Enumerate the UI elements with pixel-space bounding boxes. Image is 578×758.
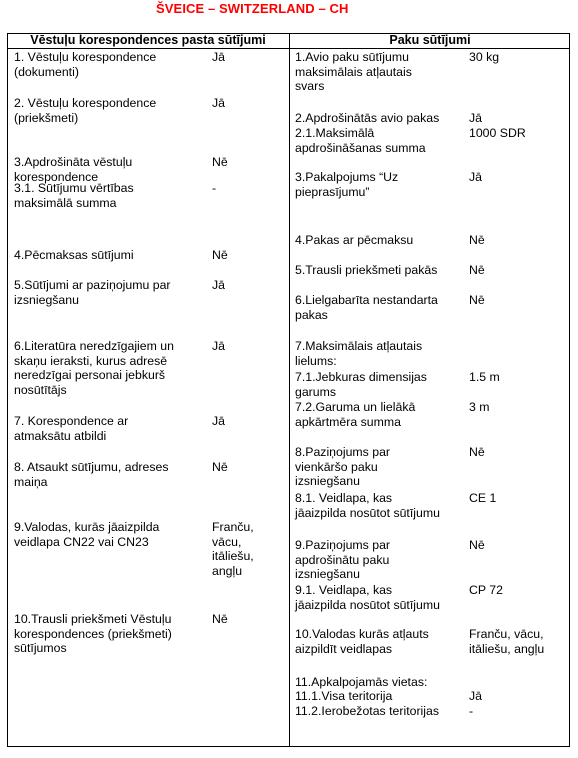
left-row-value: Franču, vācu, itāliešu, angļu [212, 520, 254, 578]
left-row-label: 9.Valodas, kurās jāaizpilda veidlapa CN22 vai CN23 [14, 520, 160, 549]
left-row-label: 2. Vēstuļu korespondence (priekšmeti) [14, 96, 157, 125]
left-row-value: Jā [212, 414, 225, 428]
right-row-value: Nē [469, 233, 485, 247]
right-row-label: 7.Maksimālais atļautais lielums: [295, 339, 423, 368]
left-row-label: 3.Apdrošināta vēstuļu korespondence [14, 155, 133, 184]
right-row-value: Nē [469, 538, 485, 552]
right-row-label: 11.1.Visa teritorija [295, 689, 393, 703]
right-row-label: 8.1. Veidlapa, kas jāaizpilda nosūtot sūtījumu [295, 491, 440, 520]
left-row-label: 3.1. Sūtījumu vērtības maksimālā summa [14, 181, 134, 210]
right-row-label: 1.Avio paku sūtījumu maksimālais atļautais svars [295, 50, 412, 94]
right-row-label: 2.Apdrošinātās avio pakas [295, 111, 440, 125]
right-row-value: Jā [469, 111, 482, 125]
right-row-value: 1000 SDR [469, 126, 526, 140]
left-row-value: Nē [212, 248, 228, 262]
right-row-value: 30 kg [469, 50, 500, 64]
right-row-label: 9.Paziņojums par apdrošinātu paku izsniegšanu [295, 538, 391, 582]
left-row-label: 8. Atsaukt sūtījumu, adreses maiņa [14, 460, 169, 489]
left-row-value: Nē [212, 460, 228, 474]
header-parcels: Paku sūtījumi [389, 33, 471, 47]
right-row-value: Franču, vācu, itāliešu, angļu [469, 627, 545, 656]
right-row-value: CP 72 [469, 583, 503, 597]
right-row-label: 2.1.Maksimālā apdrošināšanas summa [295, 126, 426, 155]
right-row-label: 8.Paziņojums par vienkāršo paku izsniegšanu [295, 445, 391, 489]
right-row-value: Nē [469, 445, 485, 459]
right-row-value: Nē [469, 263, 485, 277]
left-row-label: 1. Vēstuļu korespondence (dokumenti) [14, 50, 157, 79]
header-letter-mail: Vēstuļu korespondences pasta sūtījumi [30, 33, 266, 47]
left-row-value: Nē [212, 155, 228, 169]
left-row-value: Jā [212, 339, 225, 353]
left-row-label: 4.Pēcmaksas sūtījumi [14, 248, 134, 262]
right-row-value: 3 m [469, 400, 490, 414]
right-row-label: 9.1. Veidlapa, kas jāaizpilda nosūtot sūtījumu [295, 583, 440, 612]
header-divider [7, 48, 570, 49]
right-row-value: Jā [469, 170, 482, 184]
right-row-label: 3.Pakalpojums “Uz pieprasījumu” [295, 170, 399, 199]
left-row-value: Jā [212, 278, 225, 292]
right-row-label: 5.Trausli priekšmeti pakās [295, 263, 438, 277]
left-row-label: 10.Trausli priekšmeti Vēstuļu korespondences (priekšmeti) sūtījumos [14, 612, 172, 656]
right-row-value: Jā [469, 689, 482, 703]
left-row-value: Jā [212, 50, 225, 64]
left-row-label: 6.Literatūra neredzīgajiem un skaņu ieraksti, kurus adresē neredzīgai personai jebkurš nosūtītājs [14, 339, 174, 397]
right-row-label: 6.Lielgabarīta nestandarta pakas [295, 293, 438, 322]
document-title: ŠVEICE – SWITZERLAND – CH [156, 1, 349, 16]
left-row-label: 5.Sūtījumi ar paziņojumu par izsniegšanu [14, 278, 171, 307]
left-row-label: 7. Korespondence ar atmaksātu atbildi [14, 414, 129, 443]
left-row-value: - [212, 181, 217, 195]
column-divider [289, 33, 290, 747]
left-row-value: Nē [212, 612, 228, 626]
right-row-label: 10.Valodas kurās atļauts aizpildīt veidlapas [295, 627, 429, 656]
right-row-label: 11.Apkalpojamās vietas: [295, 675, 428, 689]
right-row-label: 7.1.Jebkuras dimensijas garums [295, 370, 427, 399]
left-row-value: Jā [212, 96, 225, 110]
right-row-value: 1.5 m [469, 370, 500, 384]
right-row-label: 7.2.Garuma un lielākā apkārtmēra summa [295, 400, 416, 429]
right-row-value: Nē [469, 293, 485, 307]
right-row-label: 4.Pakas ar pēcmaksu [295, 233, 414, 247]
right-row-label: 11.2.Ierobežotas teritorijas [295, 704, 439, 718]
right-row-value: - [469, 704, 474, 718]
right-row-value: CE 1 [469, 491, 497, 505]
